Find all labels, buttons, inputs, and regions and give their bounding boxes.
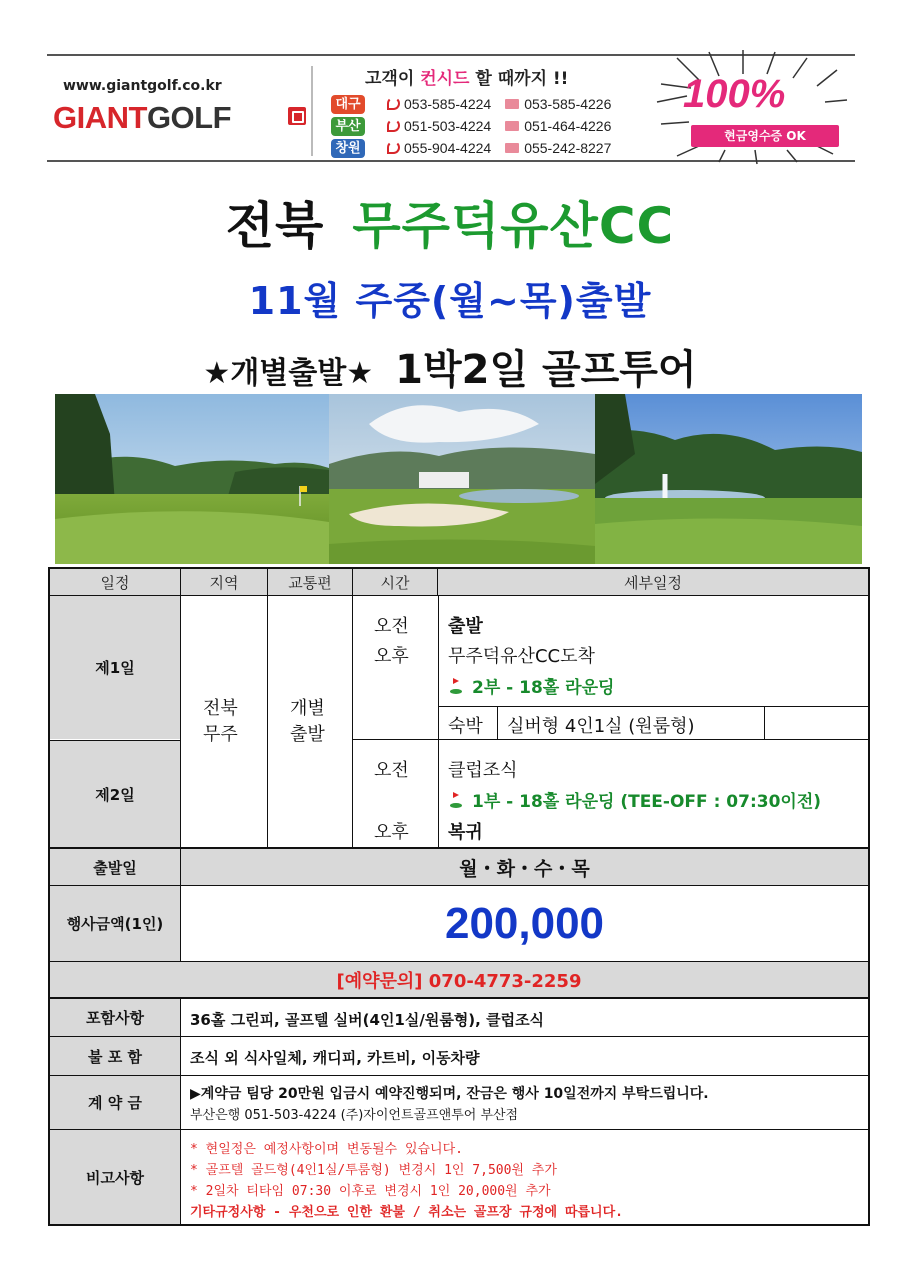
header-details: 세부일정 (437, 569, 868, 595)
day1-stay: 실버형 4인1실 (원룸형) (507, 716, 695, 737)
table-header-row (50, 569, 868, 595)
remark-item: * 현일정은 예정사항이며 변동될수 있습니다. (190, 1142, 464, 1157)
day1-pm: 오후 (374, 646, 409, 667)
header-banner (47, 50, 855, 165)
fax-icon (505, 121, 519, 131)
remarks-label: 비고사항 (50, 1130, 180, 1224)
header-time: 시간 (352, 569, 437, 595)
excluded-value: 조식 외 식사일체, 캐디피, 카트비, 이동차량 (190, 1049, 480, 1067)
website-url[interactable]: www.giantgolf.co.kr (63, 78, 222, 94)
golf-flag-icon (448, 796, 462, 808)
header-transport: 교통편 (267, 569, 352, 595)
badge-label: 현금영수증 OK (691, 125, 839, 147)
day1-round (448, 673, 614, 698)
course-photo-1 (55, 394, 329, 564)
remarks-row (50, 1129, 868, 1224)
day1-depart: 출발 (448, 616, 483, 637)
day1-am: 오전 (374, 616, 409, 637)
logo-giant: GIANT (53, 100, 147, 135)
transport-cell (267, 596, 352, 848)
phone-icon (387, 119, 400, 132)
title-course: 무주덕유산CC (352, 197, 675, 255)
day1-arrive: 무주덕유산CC도착 (448, 646, 595, 667)
tel-number[interactable]: 053-585-4224 (404, 96, 492, 112)
tel-number[interactable]: 055-904-4224 (404, 140, 492, 156)
branch-row-daegu (387, 96, 611, 116)
title-region: 전북 (225, 197, 325, 255)
phone-icon (387, 141, 400, 154)
branch-row-busan (387, 118, 611, 138)
included-row (50, 997, 868, 1036)
reservation-contact-row (50, 961, 868, 997)
price-value: 200,000 (444, 898, 605, 948)
included-value: 36홀 그린피, 골프텔 실버(4인1실/원룸형), 클럽조식 (190, 1011, 545, 1029)
reservation-contact[interactable]: [예약문의] 070-4773-2259 (336, 970, 582, 992)
city-badge-changwon: 창원 (331, 139, 365, 158)
fax-number: 051-464-4226 (524, 118, 612, 134)
fax-number: 055-242-8227 (524, 140, 612, 156)
title-tour-length: 1박2일 골프투어 (395, 347, 697, 393)
slogan-part-2: 할 때까지 !! (469, 69, 569, 89)
departure-days-value: 월・화・수・목 (180, 849, 868, 885)
deposit-label: 계 약 금 (50, 1076, 180, 1129)
city-badge-busan: 부산 (331, 117, 365, 136)
included-label: 포함사항 (50, 999, 180, 1036)
itinerary-table (48, 567, 870, 1226)
day2-am: 오전 (374, 760, 409, 781)
day2-return: 복귀 (448, 822, 483, 843)
transport-line-1: 개별 (290, 698, 325, 719)
course-photo-3 (595, 394, 862, 564)
title-departure-type: ★개별출발★ (203, 356, 374, 391)
phone-icon (387, 97, 400, 110)
fax-icon (505, 143, 519, 153)
header-schedule: 일정 (100, 573, 130, 592)
course-photo-2 (329, 394, 595, 564)
price-row (50, 885, 868, 961)
transport-line-2: 출발 (290, 724, 325, 745)
departure-days-label: 출발일 (50, 849, 180, 885)
day2-breakfast: 클럽조식 (448, 760, 518, 781)
city-badge-daegu: 대구 (331, 95, 365, 114)
deposit-account: 부산은행 051-503-4224 (주)자이언트골프앤투어 부산점 (190, 1108, 519, 1123)
slogan-highlight: 컨시드 (420, 69, 470, 89)
golf-flag-icon (448, 682, 462, 694)
page-title (0, 186, 900, 258)
branch-row-changwon (387, 140, 611, 160)
deposit-terms: ▶계약금 팀당 20만원 입금시 예약진행되며, 잔금은 행사 10일전까지 부탁드립니다. (190, 1086, 709, 1102)
day1-label: 제1일 (50, 596, 180, 739)
deposit-row (50, 1075, 868, 1129)
remark-item: * 골프텔 골드형(4인1실/투룸형) 변경시 1인 7,500원 추가 (190, 1163, 557, 1178)
reservation-contact-cell (50, 962, 868, 997)
price-cell (180, 886, 868, 961)
region-cell (180, 596, 267, 848)
remark-item: * 2일차 티타임 07:30 이후로 변경시 1인 20,000원 추가 (190, 1184, 551, 1199)
slogan-part-1: 고객이 (365, 69, 421, 89)
excluded-row (50, 1036, 868, 1075)
day2-round (448, 787, 821, 812)
region-line-1: 전북 (203, 698, 238, 719)
brand-logo (53, 100, 231, 136)
schedule-block (50, 595, 868, 847)
day1-stay-label: 숙박 (448, 716, 483, 737)
logo-mark-icon (288, 107, 306, 125)
badge-percent: 100% (683, 72, 786, 116)
day1-round-text: 2부 - 18홀 라운딩 (472, 678, 615, 698)
cash-receipt-badge (647, 50, 855, 165)
price-label: 행사금액(1인) (50, 886, 180, 961)
day2-pm: 오후 (374, 822, 409, 843)
banner-divider (311, 66, 313, 156)
day2-round-text: 1부 - 18홀 라운딩 (TEE-OFF : 07:30이전) (472, 792, 822, 812)
departure-days-row (50, 847, 868, 885)
slogan (365, 64, 568, 89)
logo-golf: GOLF (146, 100, 232, 135)
excluded-label: 불 포 함 (50, 1037, 180, 1075)
day2-label: 제2일 (50, 740, 180, 848)
time-details-area (352, 596, 868, 848)
tel-number[interactable]: 051-503-4224 (404, 118, 492, 134)
fax-icon (505, 99, 519, 109)
remark-item: 기타규정사항 - 우천으로 인한 환불 / 취소는 골프장 규정에 따릅니다. (190, 1205, 623, 1220)
header-region: 지역 (180, 569, 267, 595)
title-tour (0, 338, 900, 395)
fax-number: 053-585-4226 (524, 96, 612, 112)
region-line-2: 무주 (203, 724, 238, 745)
title-period: 11월 주중(월~목)출발 (248, 279, 652, 323)
